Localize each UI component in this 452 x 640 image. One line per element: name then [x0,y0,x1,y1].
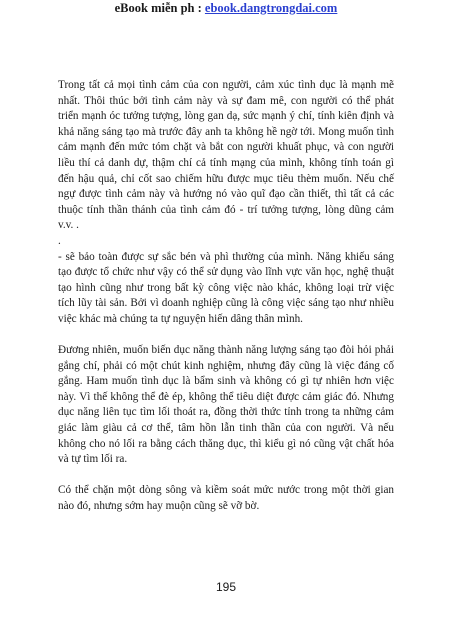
header-prefix: eBook miễn ph : [114,1,205,15]
header-link[interactable]: ebook.dangtrongdai.com [204,1,338,15]
page-header [0,0,452,16]
paragraph-1: Trong tất cả mọi tình cảm của con người, cảm xúc tình dục là mạnh mẽ nhất. Thôi thúc bởi tình cảm này và sự đam mê, con người có thể phát triển mạnh óc tưởng tượng, lòng gan dạ, sức mạnh ý chí, tính kiên định và khả năng sáng tạo mà trước đây anh ta không hề ngờ tới. Mong muốn tình cảm mạnh đến mức tóm chặt và bắt con người khuất phục, và con người liều thí cả danh dự, thậm chí cả tính mạng của mình, không tính toán gì đến hậu quả, chỉ cốt sao chiếm hữu được mục tiêu thèm muốn. Nếu chế ngự được tình cảm này và hướng nó vào quĩ đạo cần thiết, thì tất cả các thuộc tính thần thánh của tình cảm đó - trí tưởng tượng, lòng dũng cảm v.v. . [58,79,394,232]
page-body [58,78,394,530]
paragraph-4: Có thể chặn một dòng sông và kiềm soát mức nước trong một thời gian nào đó, nhưng sớm hay muộn cũng sẽ vỡ bờ. [58,484,394,513]
page-number: 195 [215,580,237,594]
paragraph-3: Đương nhiên, muốn biến dục năng thành năng lượng sáng tạo đòi hỏi phải gắng chí, phải có một chút kinh nghiệm, nhưng đây cũng là việc đáng cố gắng. Ham muốn tình dục là bẩm sinh và không có gì tự nhiên hơn việc này. Vì thế không thể đè ép, không thể tiêu diệt được cảm giác đó. Nhưng dục năng liên tục tìm lối thoát ra, đồng thời thức tỉnh trong ta những cảm giác làm giàu cả cơ thể, tâm hồn lẫn tinh thần của con người. Và nếu không cho nó lối ra bằng cách thăng dục, thì kiểu gì nó cũng vật chất hóa và tự tìm lối ra. [58,344,394,466]
paragraph-2: - sẽ bảo toàn được sự sắc bén và phì thường của mình. Năng khiếu sáng tạo được tổ chức như vậy có thể sử dụng vào lĩnh vực văn học, nghệ thuật tạo hình cũng như trong bất kỳ công việc nào khác, không loại trừ việc tích lũy tài sản. Bởi vì doanh nghiệp cũng là công việc sáng tạo như nhiều việc khác mà chúng ta tự nguyện hiến dâng thân mình. [58,250,394,325]
paragraph-dot: . [58,234,61,247]
